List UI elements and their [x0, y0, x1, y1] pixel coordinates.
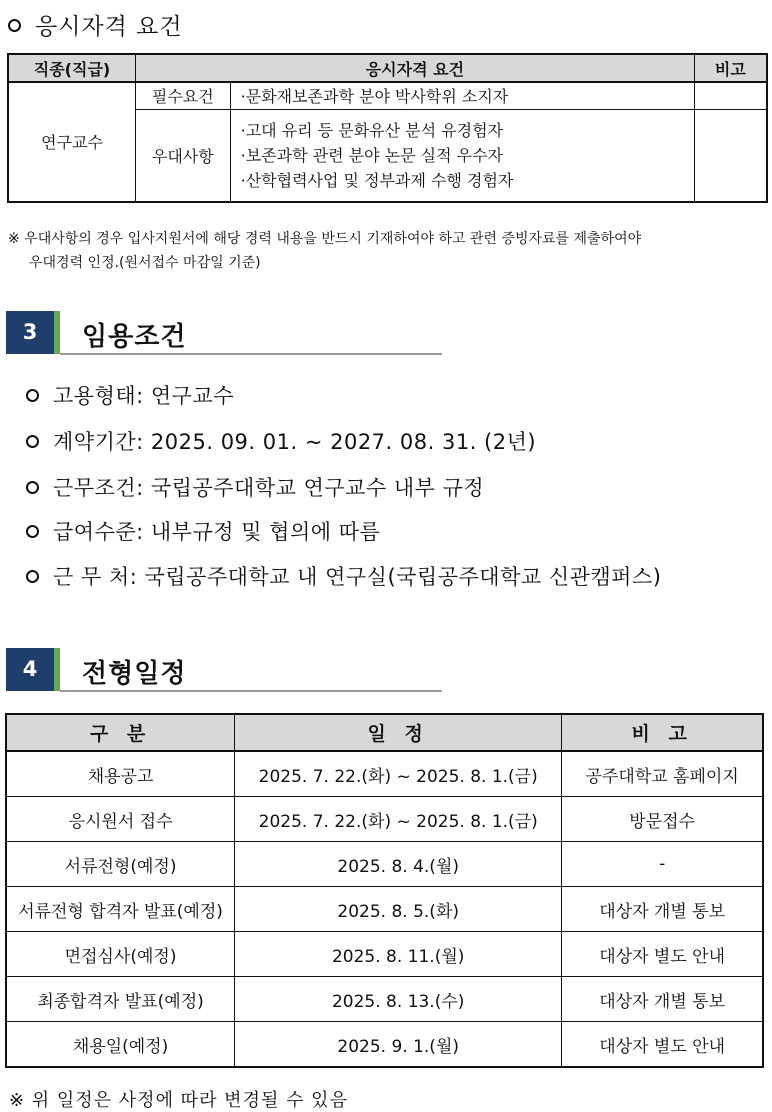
qualification-heading: 응시자격 요건	[8, 8, 183, 41]
required-row	[8, 82, 767, 109]
term-item: 계약기간: 2025. 09. 01. ~ 2027. 08. 31. (2년)	[26, 426, 536, 456]
category-cell: 면접심사(예정)	[6, 932, 235, 977]
category-cell: 응시원서 접수	[6, 797, 235, 842]
category-cell: 채용일(예정)	[6, 1022, 235, 1068]
circle-bullet-icon	[26, 481, 39, 494]
section-title-4: 전형일정	[82, 659, 187, 689]
preferred-item: ·보존과학 관련 분야 논문 실적 우수자	[240, 145, 503, 165]
preferred-item: ·산학협력사업 및 정부과제 수행 경험자	[240, 170, 514, 190]
preferred-label: 우대사항	[136, 109, 231, 202]
category-cell: 최종합격자 발표(예정)	[6, 977, 235, 1022]
header-position: 직종(직급)	[8, 54, 136, 82]
remarks-cell: 공주대학교 홈페이지	[562, 751, 763, 797]
table-row	[6, 977, 763, 1022]
table-row	[6, 932, 763, 977]
table-row	[6, 797, 763, 842]
date-cell: 2025. 9. 1.(월)	[235, 1022, 562, 1068]
position-cell: 연구교수	[8, 82, 136, 202]
required-remarks	[694, 82, 767, 109]
category-cell: 서류전형(예정)	[6, 842, 235, 887]
note-line: 우대경력 인정.(원서접수 마감일 기준)	[29, 255, 261, 271]
remarks-cell: 방문접수	[562, 797, 763, 842]
term-item: 근무조건: 국립공주대학교 연구교수 내부 규정	[26, 472, 484, 502]
schedule-header-row	[6, 714, 763, 751]
remarks-cell: 대상자 별도 안내	[562, 932, 763, 977]
header-remarks: 비고	[694, 54, 767, 82]
preferred-remarks	[694, 109, 767, 202]
date-cell: 2025. 8. 13.(수)	[235, 977, 562, 1022]
circle-bullet-icon	[8, 19, 21, 32]
schedule-note: ※ 위 일정은 사정에 따라 변경될 수 있음	[9, 1090, 348, 1111]
section-accent-stripe	[54, 311, 60, 354]
date-cell: 2025. 8. 11.(월)	[235, 932, 562, 977]
circle-bullet-icon	[26, 570, 39, 583]
table-row	[6, 842, 763, 887]
schedule-table	[5, 713, 764, 1068]
table-row	[6, 887, 763, 932]
section-underline	[60, 690, 442, 692]
preferred-item: ·고대 유리 등 문화유산 분석 유경험자	[240, 120, 503, 140]
term-item: 근 무 처: 국립공주대학교 내 연구실(국립공주대학교 신관캠퍼스)	[26, 561, 661, 591]
header-category: 구 분	[6, 714, 235, 751]
date-cell: 2025. 8. 4.(월)	[235, 842, 562, 887]
category-cell: 서류전형 합격자 발표(예정)	[6, 887, 235, 932]
date-cell: 2025. 7. 22.(화) ~ 2025. 8. 1.(금)	[235, 751, 562, 797]
header-remarks: 비 고	[562, 714, 763, 751]
qualification-header-row	[8, 54, 767, 82]
remarks-cell: 대상자 별도 안내	[562, 1022, 763, 1068]
header-requirements: 응시자격 요건	[136, 54, 695, 82]
circle-bullet-icon	[26, 435, 39, 448]
date-cell: 2025. 8. 5.(화)	[235, 887, 562, 932]
note-line: ※ 우대사항의 경우 입사지원서에 해당 경력 내용을 반드시 기재하여야 하고 관련 증빙자료를 제출하여야	[8, 231, 642, 247]
table-row	[6, 1022, 763, 1068]
section-accent-stripe	[54, 648, 60, 691]
remarks-cell: 대상자 개별 통보	[562, 977, 763, 1022]
section-number-4: 4	[6, 648, 54, 691]
header-schedule: 일 정	[235, 714, 562, 751]
required-label: 필수요건	[136, 82, 231, 109]
qualification-table	[7, 53, 768, 203]
date-cell: 2025. 7. 22.(화) ~ 2025. 8. 1.(금)	[235, 797, 562, 842]
table-row	[6, 751, 763, 797]
term-item: 급여수준: 내부규정 및 협의에 따름	[26, 516, 380, 546]
term-item: 고용형태: 연구교수	[26, 380, 234, 410]
circle-bullet-icon	[26, 389, 39, 402]
preferred-list	[230, 109, 694, 202]
circle-bullet-icon	[26, 525, 39, 538]
required-text: ·문화재보존과학 분야 박사학위 소지자	[230, 82, 694, 109]
qualification-note	[8, 227, 768, 275]
section-number-3: 3	[6, 311, 54, 354]
remarks-cell: 대상자 개별 통보	[562, 887, 763, 932]
section-title-3: 임용조건	[82, 322, 187, 352]
category-cell: 채용공고	[6, 751, 235, 797]
section-underline	[60, 353, 442, 355]
remarks-cell: -	[562, 842, 763, 887]
